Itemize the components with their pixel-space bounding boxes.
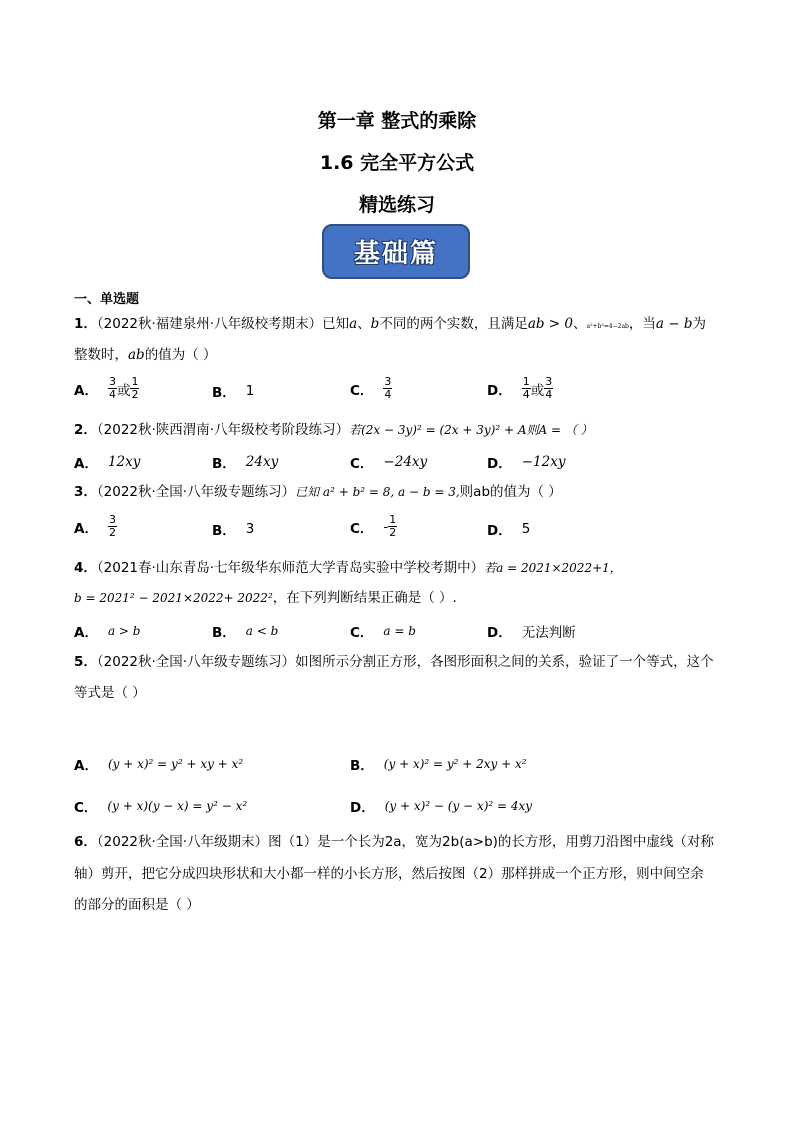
option-label: D．	[487, 625, 512, 641]
fraction: $\frac{1}{2}$	[389, 513, 397, 539]
option-d[interactable]	[487, 621, 576, 641]
question-source: （2022秋·全国·八年级期末）	[96, 834, 269, 850]
question-text: 、	[573, 316, 587, 332]
question-source: （2022秋·陕西渭南·八年级校考阶段练习）	[96, 422, 350, 438]
page-subtitle: 精选练习	[358, 194, 435, 216]
question-text: 则ab的值为（ ）	[459, 484, 562, 500]
question-2	[74, 422, 593, 438]
chapter-title: 第一章 整式的乘除	[317, 110, 477, 132]
option-label: B．	[350, 758, 374, 774]
option-label: C．	[350, 456, 374, 472]
question-text: ，在下列判断结果正确是（ ）.	[272, 590, 457, 606]
math-expr: 若(2x − 3y)² = (2x + 3y)² + A则A = （ ）	[349, 423, 593, 437]
option-text: (y + x)² = y² + 2xy + x²	[383, 757, 527, 771]
option-label: B．	[212, 523, 236, 539]
option-label: D．	[487, 382, 512, 399]
option-text: −24xy	[383, 454, 428, 470]
question-text: ，当	[628, 316, 656, 332]
option-b[interactable]	[212, 621, 278, 641]
question-5	[74, 654, 714, 670]
option-text: a < b	[245, 624, 279, 638]
math-expr: a − b	[655, 316, 693, 332]
question-text: 如图所示分割正方形，各图形面积之间的关系，验证了一个等式，这个	[295, 654, 714, 670]
option-d[interactable]	[487, 452, 565, 472]
option-label: A．	[74, 625, 98, 641]
question-1	[74, 316, 706, 335]
option-c[interactable]	[350, 376, 392, 401]
option-label: C．	[350, 625, 374, 641]
option-b[interactable]	[350, 754, 527, 774]
question-4	[74, 560, 622, 576]
section-title: 1.6 完全平方公式	[319, 152, 475, 174]
option-text: (y + x)² − (y − x)² = 4xy	[384, 799, 533, 813]
option-label: C．	[350, 520, 374, 537]
option-a[interactable]	[74, 376, 139, 401]
option-text: 3	[245, 521, 255, 537]
question-text: 的值为（ ）	[144, 347, 217, 363]
option-c[interactable]	[350, 452, 427, 472]
option-text: 1	[245, 383, 255, 399]
question-number: 4．	[74, 560, 97, 576]
question-6-line3: 的部分的面积是（ ）	[74, 897, 200, 913]
option-d[interactable]	[487, 514, 530, 544]
option-text: (y + x)(y − x) = y² − x²	[107, 799, 248, 813]
question-text: 不同的两个实数，且满足	[379, 316, 528, 332]
question-5-line2: 等式是（ ）	[74, 685, 146, 701]
math-expr: b	[370, 316, 380, 332]
option-text: -	[383, 518, 389, 535]
option-text: 或	[116, 382, 131, 399]
level-badge-label: 基础篇	[353, 239, 438, 269]
option-label: D．	[487, 523, 512, 539]
math-expr: a²+b²=4−2ab	[586, 323, 629, 330]
question-source: （2022秋·全国·八年级专题练习）	[96, 484, 296, 500]
option-b[interactable]	[212, 376, 254, 406]
question-source: （2021春·山东青岛·七年级华东师范大学青岛实验中学校考期中）	[96, 560, 485, 576]
option-text: 24xy	[245, 454, 279, 470]
option-label: D．	[487, 456, 512, 472]
question-text: 已知	[322, 316, 350, 332]
question-6-line2: 轴）剪开，把它分成四块形状和大小都一样的小长方形，然后按图（2）那样拼成一个正方形，则中间空余	[74, 866, 704, 882]
fraction: $\frac{1}{4}$	[522, 375, 530, 401]
fraction: $\frac{3}{4}$	[108, 375, 116, 401]
question-text: 图（1）是一个长为2a，宽为2b(a>b)的长方形，用剪刀沿图中虚线（对称	[268, 834, 714, 850]
option-d[interactable]	[350, 796, 532, 816]
option-label: A．	[74, 382, 98, 399]
question-number: 2．	[74, 422, 97, 438]
option-text: 12xy	[107, 454, 141, 470]
math-expr: b = 2021² − 2021×2022+ 2022²	[74, 591, 273, 605]
question-4-line2	[74, 590, 457, 606]
option-c[interactable]	[350, 514, 397, 539]
question-text: 整数时，	[74, 347, 128, 363]
option-d[interactable]	[487, 376, 553, 401]
option-a[interactable]	[74, 754, 243, 774]
option-text: 5	[521, 521, 531, 537]
question-number: 6．	[74, 834, 97, 850]
option-text: 无法判断	[521, 625, 576, 641]
question-number: 5．	[74, 654, 97, 670]
part-title: 一、单选题	[74, 292, 140, 307]
fraction: $\frac{3}{4}$	[545, 375, 553, 401]
option-text: a > b	[107, 624, 141, 638]
question-text: 、	[357, 316, 371, 332]
option-label: B．	[212, 625, 236, 641]
option-label: A．	[74, 758, 98, 774]
question-1-line2	[74, 347, 217, 363]
option-a[interactable]	[74, 452, 140, 472]
option-b[interactable]	[212, 514, 254, 544]
math-expr: a	[349, 316, 358, 332]
option-label: B．	[212, 385, 236, 401]
option-c[interactable]	[350, 621, 416, 641]
option-label: B．	[212, 456, 236, 472]
question-3	[74, 484, 562, 500]
option-label: A．	[74, 456, 98, 472]
question-source: （2022秋·全国·八年级专题练习）	[96, 654, 296, 670]
option-b[interactable]	[212, 452, 278, 472]
question-6	[74, 834, 714, 850]
question-text: 为	[692, 316, 706, 332]
option-a[interactable]	[74, 621, 140, 641]
option-label: C．	[74, 800, 98, 816]
option-text: a = b	[383, 624, 416, 638]
option-label: A．	[74, 520, 98, 537]
option-text: (y + x)² = y² + xy + x²	[107, 757, 244, 771]
fraction: $\frac{3}{4}$	[384, 375, 392, 401]
question-number: 3．	[74, 484, 97, 500]
option-label: C．	[350, 382, 374, 399]
fraction: $\frac{3}{2}$	[108, 513, 116, 539]
math-expr: ab > 0	[527, 316, 574, 332]
option-text: −12xy	[521, 454, 566, 470]
math-expr: 若a = 2021×2022+1，	[484, 561, 622, 575]
question-source: （2022秋·福建泉州·八年级校考期末）	[96, 316, 323, 332]
option-c[interactable]	[74, 796, 247, 816]
math-expr: ab	[128, 347, 145, 363]
level-badge	[322, 224, 470, 279]
option-a[interactable]	[74, 514, 117, 539]
question-number: 1．	[74, 316, 97, 332]
math-expr: 已知 a² + b² = 8, a − b = 3,	[295, 485, 460, 499]
option-text: 或	[530, 382, 545, 399]
fraction: $\frac{1}{2}$	[131, 375, 139, 401]
option-label: D．	[350, 800, 375, 816]
